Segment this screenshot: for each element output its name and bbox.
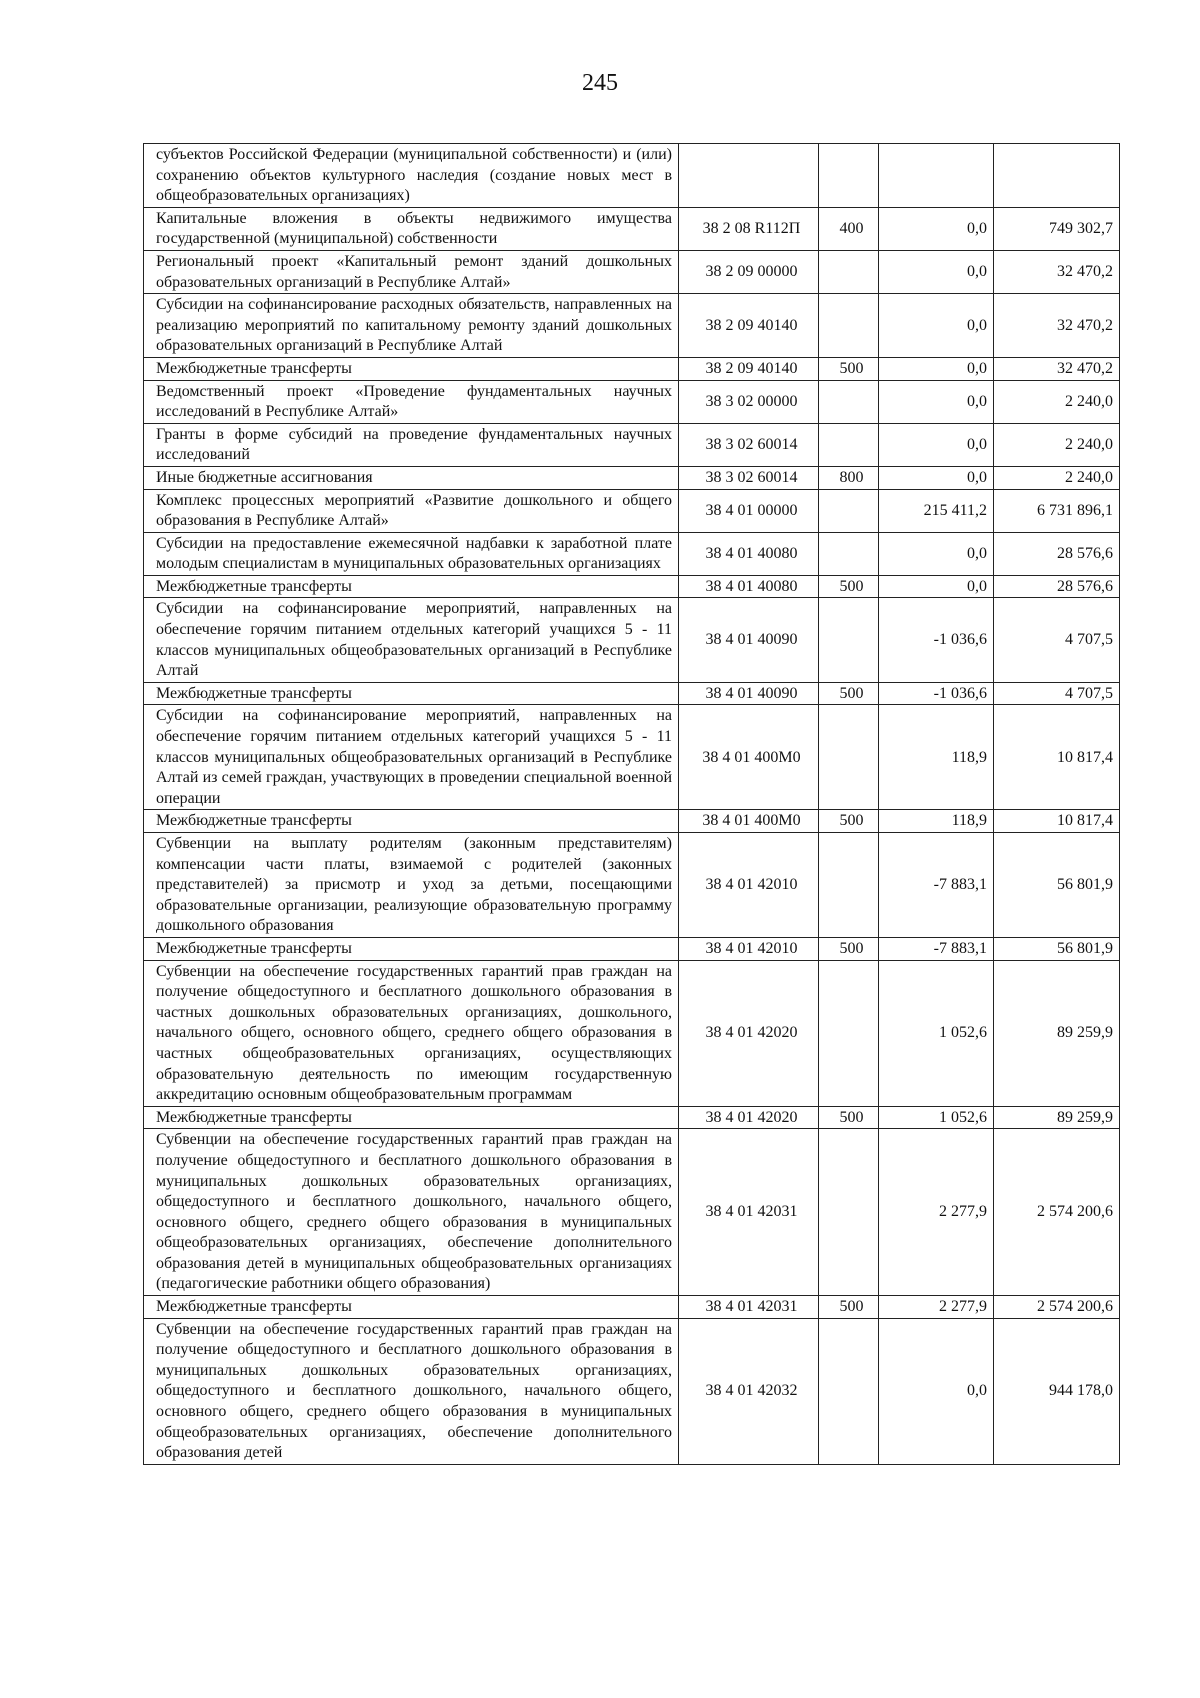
expense-type-cell — [819, 833, 879, 938]
change-amount-cell: 0,0 — [879, 575, 994, 598]
expense-name-cell: Межбюджетные трансферты — [144, 1296, 679, 1319]
expense-type-cell — [819, 144, 879, 208]
total-amount-cell: 32 470,2 — [994, 250, 1120, 293]
expense-name-cell: Субсидии на софинансирование мероприятий, направленных на обеспечение горячим питанием отдельных категорий учащихся 5 - 11 классов муниципальных общеобразовательных организаций в Республике Алтай — [144, 598, 679, 682]
change-amount-cell: -7 883,1 — [879, 937, 994, 960]
change-amount-cell: 0,0 — [879, 1318, 994, 1464]
total-amount-cell — [994, 144, 1120, 208]
change-amount-cell: 118,9 — [879, 705, 994, 810]
expense-name-cell: Межбюджетные трансферты — [144, 1106, 679, 1129]
target-article-cell: 38 4 01 400М0 — [679, 705, 819, 810]
expense-type-cell: 500 — [819, 682, 879, 705]
change-amount-cell: 215 411,2 — [879, 489, 994, 532]
change-amount-cell — [879, 144, 994, 208]
expense-name-cell: Межбюджетные трансферты — [144, 937, 679, 960]
expense-type-cell: 500 — [819, 1296, 879, 1319]
table-row — [144, 1106, 1120, 1129]
target-article-cell — [679, 144, 819, 208]
target-article-cell: 38 3 02 60014 — [679, 423, 819, 466]
table-row — [144, 1318, 1120, 1464]
expense-type-cell — [819, 294, 879, 358]
change-amount-cell: 0,0 — [879, 207, 994, 250]
expense-name-cell: Иные бюджетные ассигнования — [144, 466, 679, 489]
change-amount-cell: -1 036,6 — [879, 598, 994, 682]
total-amount-cell: 89 259,9 — [994, 1106, 1120, 1129]
target-article-cell: 38 4 01 42031 — [679, 1296, 819, 1319]
change-amount-cell: -7 883,1 — [879, 833, 994, 938]
table-row — [144, 575, 1120, 598]
expense-type-cell: 400 — [819, 207, 879, 250]
expense-name-cell: Субсидии на предоставление ежемесячной надбавки к заработной плате молодым специалистам в муниципальных образовательных организациях — [144, 532, 679, 575]
expense-name-cell: Субвенции на обеспечение государственных гарантий прав граждан на получение общедоступного и бесплатного дошкольного образования в муниципальных дошкольных образовательных организациях, общедоступного и бесплатного дошкольного, начального общего, основного общего, среднего общего образования в муниципальных общеобразовательных организациях, обеспечение дополнительного образования детей — [144, 1318, 679, 1464]
table-row — [144, 357, 1120, 380]
target-article-cell: 38 3 02 00000 — [679, 380, 819, 423]
total-amount-cell: 4 707,5 — [994, 598, 1120, 682]
expense-name-cell: Гранты в форме субсидий на проведение фундаментальных научных исследований — [144, 423, 679, 466]
table-row — [144, 489, 1120, 532]
table-row — [144, 682, 1120, 705]
expense-type-cell: 500 — [819, 357, 879, 380]
total-amount-cell: 6 731 896,1 — [994, 489, 1120, 532]
table-row — [144, 207, 1120, 250]
expense-type-cell — [819, 960, 879, 1106]
target-article-cell: 38 4 01 42031 — [679, 1129, 819, 1296]
expense-name-cell: субъектов Российской Федерации (муниципальной собственности) и (или) сохранению объектов культурного наследия (создание новых мест в общеобразовательных организациях) — [144, 144, 679, 208]
target-article-cell: 38 4 01 42020 — [679, 1106, 819, 1129]
table-row — [144, 705, 1120, 810]
total-amount-cell: 56 801,9 — [994, 833, 1120, 938]
target-article-cell: 38 4 01 40080 — [679, 532, 819, 575]
target-article-cell: 38 4 01 00000 — [679, 489, 819, 532]
target-article-cell: 38 4 01 40080 — [679, 575, 819, 598]
total-amount-cell: 10 817,4 — [994, 810, 1120, 833]
page-number: 245 — [582, 70, 618, 96]
total-amount-cell: 89 259,9 — [994, 960, 1120, 1106]
table-row — [144, 1296, 1120, 1319]
table-row — [144, 937, 1120, 960]
expense-type-cell — [819, 380, 879, 423]
table-row — [144, 294, 1120, 358]
expense-name-cell: Субсидии на софинансирование расходных обязательств, направленных на реализацию мероприятий по капитальному ремонту зданий дошкольных образовательных организаций в Республике Алтай — [144, 294, 679, 358]
change-amount-cell: -1 036,6 — [879, 682, 994, 705]
target-article-cell: 38 2 09 40140 — [679, 294, 819, 358]
table-row — [144, 466, 1120, 489]
total-amount-cell: 28 576,6 — [994, 575, 1120, 598]
change-amount-cell: 2 277,9 — [879, 1296, 994, 1319]
expense-type-cell: 800 — [819, 466, 879, 489]
target-article-cell: 38 3 02 60014 — [679, 466, 819, 489]
total-amount-cell: 32 470,2 — [994, 294, 1120, 358]
total-amount-cell: 10 817,4 — [994, 705, 1120, 810]
total-amount-cell: 28 576,6 — [994, 532, 1120, 575]
change-amount-cell: 0,0 — [879, 250, 994, 293]
expense-name-cell: Субсидии на софинансирование мероприятий, направленных на обеспечение горячим питанием отдельных категорий учащихся 5 - 11 классов муниципальных общеобразовательных организаций в Республике Алтай из семей граждан, участвующих в проведении специальной военной операции — [144, 705, 679, 810]
expense-name-cell: Ведомственный проект «Проведение фундаментальных научных исследований в Республике Алтай» — [144, 380, 679, 423]
expense-type-cell: 500 — [819, 575, 879, 598]
total-amount-cell: 944 178,0 — [994, 1318, 1120, 1464]
change-amount-cell: 2 277,9 — [879, 1129, 994, 1296]
expense-name-cell: Субвенции на обеспечение государственных гарантий прав граждан на получение общедоступного и бесплатного дошкольного образования в муниципальных дошкольных образовательных организациях, общедоступного и бесплатного дошкольного, начального общего, основного общего, среднего общего образования в муниципальных общеобразовательных организациях, обеспечение дополнительного образования детей в муниципальных общеобразовательных организациях (педагогические работники общего образования) — [144, 1129, 679, 1296]
total-amount-cell: 2 574 200,6 — [994, 1129, 1120, 1296]
change-amount-cell: 0,0 — [879, 357, 994, 380]
target-article-cell: 38 4 01 42010 — [679, 937, 819, 960]
target-article-cell: 38 4 01 40090 — [679, 682, 819, 705]
expense-type-cell — [819, 705, 879, 810]
change-amount-cell: 1 052,6 — [879, 960, 994, 1106]
expense-type-cell — [819, 1318, 879, 1464]
expense-type-cell: 500 — [819, 937, 879, 960]
table-row — [144, 380, 1120, 423]
target-article-cell: 38 4 01 40090 — [679, 598, 819, 682]
expense-name-cell: Комплекс процессных мероприятий «Развитие дошкольного и общего образования в Республике Алтай» — [144, 489, 679, 532]
total-amount-cell: 2 240,0 — [994, 466, 1120, 489]
total-amount-cell: 2 574 200,6 — [994, 1296, 1120, 1319]
total-amount-cell: 56 801,9 — [994, 937, 1120, 960]
expense-type-cell — [819, 423, 879, 466]
expense-name-cell: Межбюджетные трансферты — [144, 810, 679, 833]
expense-type-cell: 500 — [819, 810, 879, 833]
table-row — [144, 833, 1120, 938]
change-amount-cell: 118,9 — [879, 810, 994, 833]
expense-type-cell: 500 — [819, 1106, 879, 1129]
budget-table-body — [144, 144, 1120, 1465]
table-row — [144, 423, 1120, 466]
total-amount-cell: 2 240,0 — [994, 423, 1120, 466]
table-row — [144, 144, 1120, 208]
expense-type-cell — [819, 1129, 879, 1296]
change-amount-cell: 1 052,6 — [879, 1106, 994, 1129]
expense-name-cell: Региональный проект «Капитальный ремонт зданий дошкольных образовательных организаций в Республике Алтай» — [144, 250, 679, 293]
change-amount-cell: 0,0 — [879, 466, 994, 489]
table-row — [144, 598, 1120, 682]
change-amount-cell: 0,0 — [879, 380, 994, 423]
expense-name-cell: Межбюджетные трансферты — [144, 357, 679, 380]
expense-name-cell: Межбюджетные трансферты — [144, 575, 679, 598]
table-row — [144, 960, 1120, 1106]
expense-name-cell: Межбюджетные трансферты — [144, 682, 679, 705]
total-amount-cell: 32 470,2 — [994, 357, 1120, 380]
target-article-cell: 38 4 01 400М0 — [679, 810, 819, 833]
change-amount-cell: 0,0 — [879, 532, 994, 575]
table-row — [144, 1129, 1120, 1296]
target-article-cell: 38 2 08 R112П — [679, 207, 819, 250]
target-article-cell: 38 2 09 00000 — [679, 250, 819, 293]
expense-type-cell — [819, 598, 879, 682]
expense-type-cell — [819, 489, 879, 532]
total-amount-cell: 749 302,7 — [994, 207, 1120, 250]
expense-name-cell: Субвенции на обеспечение государственных гарантий прав граждан на получение общедоступного и бесплатного дошкольного образования в частных дошкольных образовательных организациях, дошкольного, начального общего, основного общего, среднего общего образования в частных общеобразовательных организациях, осуществляющих образовательную деятельность по имеющим государственную аккредитацию основным общеобразовательным программам — [144, 960, 679, 1106]
target-article-cell: 38 4 01 42032 — [679, 1318, 819, 1464]
table-row — [144, 532, 1120, 575]
table-row — [144, 810, 1120, 833]
expense-name-cell: Субвенции на выплату родителям (законным представителям) компенсации части платы, взимаемой с родителей (законных представителей) за присмотр и уход за детьми, посещающими образовательные организации, реализующие образовательную программу дошкольного образования — [144, 833, 679, 938]
table-row — [144, 250, 1120, 293]
total-amount-cell: 2 240,0 — [994, 380, 1120, 423]
total-amount-cell: 4 707,5 — [994, 682, 1120, 705]
expense-name-cell: Капитальные вложения в объекты недвижимого имущества государственной (муниципальной) собственности — [144, 207, 679, 250]
change-amount-cell: 0,0 — [879, 294, 994, 358]
target-article-cell: 38 4 01 42010 — [679, 833, 819, 938]
expense-type-cell — [819, 532, 879, 575]
budget-table — [143, 143, 1120, 1465]
expense-type-cell — [819, 250, 879, 293]
target-article-cell: 38 2 09 40140 — [679, 357, 819, 380]
change-amount-cell: 0,0 — [879, 423, 994, 466]
target-article-cell: 38 4 01 42020 — [679, 960, 819, 1106]
